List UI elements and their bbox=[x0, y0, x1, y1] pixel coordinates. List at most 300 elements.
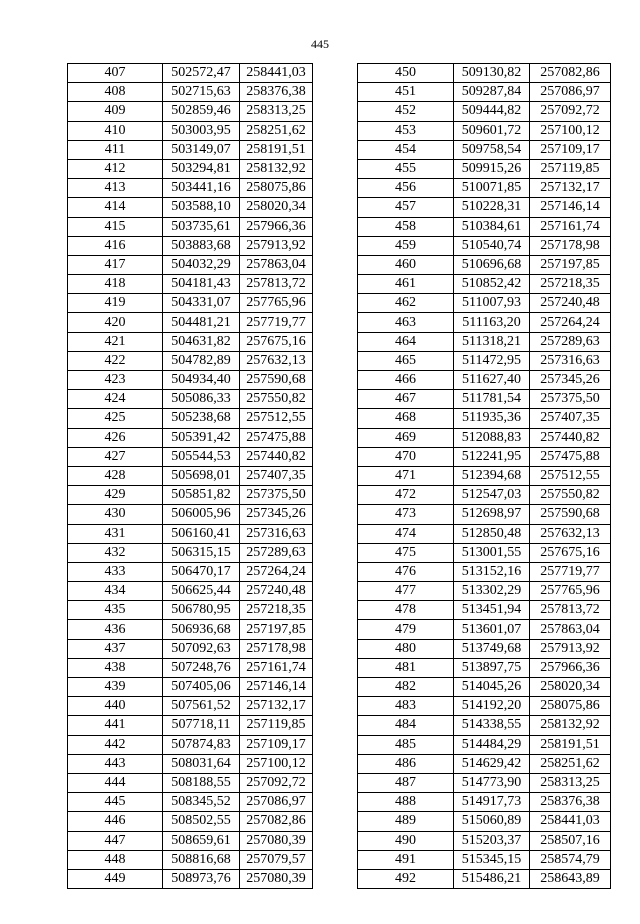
y-coordinate-cell: 257109,17 bbox=[530, 140, 611, 159]
y-coordinate-cell: 257375,50 bbox=[240, 486, 313, 505]
x-coordinate-cell: 506936,68 bbox=[163, 620, 240, 639]
table-row bbox=[358, 255, 611, 274]
x-coordinate-cell: 503294,81 bbox=[163, 159, 240, 178]
x-coordinate-cell: 509915,26 bbox=[454, 159, 530, 178]
point-number-cell: 456 bbox=[358, 179, 454, 198]
table-row bbox=[358, 562, 611, 581]
point-number-cell: 455 bbox=[358, 159, 454, 178]
table-row bbox=[358, 102, 611, 121]
y-coordinate-cell: 257178,98 bbox=[530, 236, 611, 255]
point-number-cell: 407 bbox=[68, 64, 163, 83]
point-number-cell: 492 bbox=[358, 869, 454, 888]
y-coordinate-cell: 257100,12 bbox=[530, 121, 611, 140]
x-coordinate-cell: 513451,94 bbox=[454, 601, 530, 620]
table-row bbox=[358, 620, 611, 639]
x-coordinate-cell: 508816,68 bbox=[163, 850, 240, 869]
y-coordinate-cell: 257289,63 bbox=[530, 332, 611, 351]
table-row bbox=[68, 812, 313, 831]
y-coordinate-cell: 258191,51 bbox=[240, 140, 313, 159]
table-row bbox=[68, 390, 313, 409]
y-coordinate-cell: 257197,85 bbox=[530, 255, 611, 274]
point-number-cell: 478 bbox=[358, 601, 454, 620]
y-coordinate-cell: 257440,82 bbox=[240, 447, 313, 466]
point-number-cell: 454 bbox=[358, 140, 454, 159]
point-number-cell: 436 bbox=[68, 620, 163, 639]
y-coordinate-cell: 257590,68 bbox=[530, 505, 611, 524]
point-number-cell: 411 bbox=[68, 140, 163, 159]
point-number-cell: 482 bbox=[358, 678, 454, 697]
y-coordinate-cell: 257264,24 bbox=[530, 313, 611, 332]
x-coordinate-cell: 506470,17 bbox=[163, 562, 240, 581]
table-row bbox=[68, 697, 313, 716]
table-row bbox=[68, 236, 313, 255]
x-coordinate-cell: 512394,68 bbox=[454, 466, 530, 485]
y-coordinate-cell: 257161,74 bbox=[530, 217, 611, 236]
point-number-cell: 424 bbox=[68, 390, 163, 409]
table-row bbox=[358, 447, 611, 466]
point-number-cell: 422 bbox=[68, 351, 163, 370]
point-number-cell: 438 bbox=[68, 658, 163, 677]
x-coordinate-cell: 511318,21 bbox=[454, 332, 530, 351]
y-coordinate-cell: 258075,86 bbox=[240, 179, 313, 198]
page-number: 445 bbox=[311, 37, 329, 51]
table-row bbox=[358, 236, 611, 255]
y-coordinate-cell: 257475,88 bbox=[530, 447, 611, 466]
table-row bbox=[68, 428, 313, 447]
x-coordinate-cell: 505851,82 bbox=[163, 486, 240, 505]
x-coordinate-cell: 508502,55 bbox=[163, 812, 240, 831]
y-coordinate-cell: 257966,36 bbox=[240, 217, 313, 236]
x-coordinate-cell: 510384,61 bbox=[454, 217, 530, 236]
point-number-cell: 445 bbox=[68, 793, 163, 812]
point-number-cell: 409 bbox=[68, 102, 163, 121]
x-coordinate-cell: 506005,96 bbox=[163, 505, 240, 524]
table-row bbox=[68, 831, 313, 850]
table-row bbox=[358, 812, 611, 831]
table-row bbox=[358, 294, 611, 313]
y-coordinate-cell: 257240,48 bbox=[530, 294, 611, 313]
y-coordinate-cell: 257345,26 bbox=[530, 371, 611, 390]
table-row bbox=[358, 217, 611, 236]
coordinates-table-body-right bbox=[358, 64, 611, 889]
point-number-cell: 463 bbox=[358, 313, 454, 332]
table-row bbox=[358, 850, 611, 869]
table-row bbox=[358, 332, 611, 351]
x-coordinate-cell: 505544,53 bbox=[163, 447, 240, 466]
y-coordinate-cell: 258507,16 bbox=[530, 831, 611, 850]
y-coordinate-cell: 258441,03 bbox=[530, 812, 611, 831]
x-coordinate-cell: 503003,95 bbox=[163, 121, 240, 140]
y-coordinate-cell: 257316,63 bbox=[530, 351, 611, 370]
table-row bbox=[358, 159, 611, 178]
y-coordinate-cell: 257913,92 bbox=[530, 639, 611, 658]
coordinates-table-left bbox=[67, 63, 313, 889]
y-coordinate-cell: 257132,17 bbox=[530, 179, 611, 198]
x-coordinate-cell: 507092,63 bbox=[163, 639, 240, 658]
table-row bbox=[68, 678, 313, 697]
x-coordinate-cell: 505698,01 bbox=[163, 466, 240, 485]
table-row bbox=[358, 754, 611, 773]
point-number-cell: 473 bbox=[358, 505, 454, 524]
x-coordinate-cell: 509130,82 bbox=[454, 64, 530, 83]
y-coordinate-cell: 257289,63 bbox=[240, 543, 313, 562]
y-coordinate-cell: 257632,13 bbox=[240, 351, 313, 370]
y-coordinate-cell: 257092,72 bbox=[240, 773, 313, 792]
x-coordinate-cell: 514917,73 bbox=[454, 793, 530, 812]
x-coordinate-cell: 511007,93 bbox=[454, 294, 530, 313]
table-row bbox=[358, 371, 611, 390]
x-coordinate-cell: 511472,95 bbox=[454, 351, 530, 370]
point-number-cell: 447 bbox=[68, 831, 163, 850]
x-coordinate-cell: 507874,83 bbox=[163, 735, 240, 754]
point-number-cell: 485 bbox=[358, 735, 454, 754]
table-row bbox=[68, 83, 313, 102]
x-coordinate-cell: 514773,90 bbox=[454, 773, 530, 792]
table-row bbox=[68, 524, 313, 543]
y-coordinate-cell: 257079,57 bbox=[240, 850, 313, 869]
x-coordinate-cell: 502572,47 bbox=[163, 64, 240, 83]
x-coordinate-cell: 512850,48 bbox=[454, 524, 530, 543]
y-coordinate-cell: 257178,98 bbox=[240, 639, 313, 658]
table-row bbox=[68, 773, 313, 792]
x-coordinate-cell: 513001,55 bbox=[454, 543, 530, 562]
x-coordinate-cell: 510071,85 bbox=[454, 179, 530, 198]
y-coordinate-cell: 258251,62 bbox=[240, 121, 313, 140]
y-coordinate-cell: 257080,39 bbox=[240, 869, 313, 888]
table-row bbox=[68, 505, 313, 524]
table-row bbox=[358, 179, 611, 198]
point-number-cell: 479 bbox=[358, 620, 454, 639]
point-number-cell: 434 bbox=[68, 582, 163, 601]
point-number-cell: 413 bbox=[68, 179, 163, 198]
point-number-cell: 489 bbox=[358, 812, 454, 831]
point-number-cell: 427 bbox=[68, 447, 163, 466]
point-number-cell: 461 bbox=[358, 275, 454, 294]
table-row bbox=[68, 735, 313, 754]
x-coordinate-cell: 511627,40 bbox=[454, 371, 530, 390]
table-row bbox=[358, 466, 611, 485]
x-coordinate-cell: 505238,68 bbox=[163, 409, 240, 428]
table-row bbox=[358, 639, 611, 658]
y-coordinate-cell: 257675,16 bbox=[240, 332, 313, 351]
x-coordinate-cell: 513302,29 bbox=[454, 582, 530, 601]
point-number-cell: 425 bbox=[68, 409, 163, 428]
y-coordinate-cell: 258132,92 bbox=[530, 716, 611, 735]
x-coordinate-cell: 503883,68 bbox=[163, 236, 240, 255]
y-coordinate-cell: 257161,74 bbox=[240, 658, 313, 677]
y-coordinate-cell: 257119,85 bbox=[240, 716, 313, 735]
y-coordinate-cell: 257345,26 bbox=[240, 505, 313, 524]
point-number-cell: 450 bbox=[358, 64, 454, 83]
y-coordinate-cell: 258574,79 bbox=[530, 850, 611, 869]
table-row bbox=[358, 83, 611, 102]
x-coordinate-cell: 508188,55 bbox=[163, 773, 240, 792]
table-row bbox=[68, 754, 313, 773]
y-coordinate-cell: 257475,88 bbox=[240, 428, 313, 447]
point-number-cell: 443 bbox=[68, 754, 163, 773]
y-coordinate-cell: 257100,12 bbox=[240, 754, 313, 773]
table-row bbox=[358, 313, 611, 332]
table-row bbox=[358, 735, 611, 754]
x-coordinate-cell: 507718,11 bbox=[163, 716, 240, 735]
y-coordinate-cell: 257913,92 bbox=[240, 236, 313, 255]
x-coordinate-cell: 505391,42 bbox=[163, 428, 240, 447]
y-coordinate-cell: 257719,77 bbox=[530, 562, 611, 581]
point-number-cell: 470 bbox=[358, 447, 454, 466]
table-row bbox=[68, 793, 313, 812]
point-number-cell: 474 bbox=[358, 524, 454, 543]
point-number-cell: 481 bbox=[358, 658, 454, 677]
point-number-cell: 475 bbox=[358, 543, 454, 562]
x-coordinate-cell: 515345,15 bbox=[454, 850, 530, 869]
y-coordinate-cell: 257512,55 bbox=[240, 409, 313, 428]
table-row bbox=[68, 409, 313, 428]
y-coordinate-cell: 258313,25 bbox=[240, 102, 313, 121]
point-number-cell: 410 bbox=[68, 121, 163, 140]
y-coordinate-cell: 258191,51 bbox=[530, 735, 611, 754]
table-row bbox=[358, 773, 611, 792]
y-coordinate-cell: 257146,14 bbox=[240, 678, 313, 697]
table-row bbox=[68, 543, 313, 562]
point-number-cell: 419 bbox=[68, 294, 163, 313]
y-coordinate-cell: 258020,34 bbox=[530, 678, 611, 697]
point-number-cell: 435 bbox=[68, 601, 163, 620]
table-row bbox=[68, 562, 313, 581]
y-coordinate-cell: 257146,14 bbox=[530, 198, 611, 217]
x-coordinate-cell: 504181,43 bbox=[163, 275, 240, 294]
y-coordinate-cell: 257086,97 bbox=[240, 793, 313, 812]
x-coordinate-cell: 511781,54 bbox=[454, 390, 530, 409]
point-number-cell: 444 bbox=[68, 773, 163, 792]
table-row bbox=[358, 678, 611, 697]
point-number-cell: 490 bbox=[358, 831, 454, 850]
y-coordinate-cell: 258313,25 bbox=[530, 773, 611, 792]
point-number-cell: 448 bbox=[68, 850, 163, 869]
y-coordinate-cell: 257218,35 bbox=[530, 275, 611, 294]
point-number-cell: 464 bbox=[358, 332, 454, 351]
x-coordinate-cell: 514484,29 bbox=[454, 735, 530, 754]
y-coordinate-cell: 257765,96 bbox=[240, 294, 313, 313]
y-coordinate-cell: 257092,72 bbox=[530, 102, 611, 121]
y-coordinate-cell: 257440,82 bbox=[530, 428, 611, 447]
x-coordinate-cell: 512241,95 bbox=[454, 447, 530, 466]
x-coordinate-cell: 515486,21 bbox=[454, 869, 530, 888]
point-number-cell: 449 bbox=[68, 869, 163, 888]
x-coordinate-cell: 514045,26 bbox=[454, 678, 530, 697]
table-row bbox=[358, 121, 611, 140]
x-coordinate-cell: 511935,36 bbox=[454, 409, 530, 428]
point-number-cell: 432 bbox=[68, 543, 163, 562]
y-coordinate-cell: 257966,36 bbox=[530, 658, 611, 677]
table-row bbox=[68, 371, 313, 390]
y-coordinate-cell: 257765,96 bbox=[530, 582, 611, 601]
table-row bbox=[68, 275, 313, 294]
x-coordinate-cell: 512698,97 bbox=[454, 505, 530, 524]
table-row bbox=[68, 658, 313, 677]
point-number-cell: 459 bbox=[358, 236, 454, 255]
x-coordinate-cell: 512547,03 bbox=[454, 486, 530, 505]
y-coordinate-cell: 257512,55 bbox=[530, 466, 611, 485]
y-coordinate-cell: 258020,34 bbox=[240, 198, 313, 217]
x-coordinate-cell: 503735,61 bbox=[163, 217, 240, 236]
table-row bbox=[68, 140, 313, 159]
x-coordinate-cell: 503588,10 bbox=[163, 198, 240, 217]
table-row bbox=[68, 217, 313, 236]
x-coordinate-cell: 515203,37 bbox=[454, 831, 530, 850]
table-row bbox=[358, 869, 611, 888]
y-coordinate-cell: 257550,82 bbox=[240, 390, 313, 409]
point-number-cell: 477 bbox=[358, 582, 454, 601]
y-coordinate-cell: 257082,86 bbox=[530, 64, 611, 83]
point-number-cell: 472 bbox=[358, 486, 454, 505]
table-row bbox=[358, 198, 611, 217]
x-coordinate-cell: 514338,55 bbox=[454, 716, 530, 735]
table-row bbox=[358, 697, 611, 716]
y-coordinate-cell: 257863,04 bbox=[530, 620, 611, 639]
table-row bbox=[68, 639, 313, 658]
table-row bbox=[68, 850, 313, 869]
x-coordinate-cell: 514629,42 bbox=[454, 754, 530, 773]
x-coordinate-cell: 507405,06 bbox=[163, 678, 240, 697]
table-row bbox=[68, 102, 313, 121]
point-number-cell: 486 bbox=[358, 754, 454, 773]
y-coordinate-cell: 258251,62 bbox=[530, 754, 611, 773]
table-row bbox=[68, 64, 313, 83]
point-number-cell: 430 bbox=[68, 505, 163, 524]
point-number-cell: 431 bbox=[68, 524, 163, 543]
table-row bbox=[358, 486, 611, 505]
table-row bbox=[68, 294, 313, 313]
point-number-cell: 418 bbox=[68, 275, 163, 294]
y-coordinate-cell: 257218,35 bbox=[240, 601, 313, 620]
x-coordinate-cell: 506780,95 bbox=[163, 601, 240, 620]
y-coordinate-cell: 258441,03 bbox=[240, 64, 313, 83]
y-coordinate-cell: 258376,38 bbox=[530, 793, 611, 812]
table-row bbox=[358, 793, 611, 812]
x-coordinate-cell: 504782,89 bbox=[163, 351, 240, 370]
point-number-cell: 467 bbox=[358, 390, 454, 409]
x-coordinate-cell: 502859,46 bbox=[163, 102, 240, 121]
point-number-cell: 426 bbox=[68, 428, 163, 447]
x-coordinate-cell: 506315,15 bbox=[163, 543, 240, 562]
y-coordinate-cell: 257264,24 bbox=[240, 562, 313, 581]
y-coordinate-cell: 258376,38 bbox=[240, 83, 313, 102]
x-coordinate-cell: 502715,63 bbox=[163, 83, 240, 102]
x-coordinate-cell: 504331,07 bbox=[163, 294, 240, 313]
point-number-cell: 446 bbox=[68, 812, 163, 831]
y-coordinate-cell: 257086,97 bbox=[530, 83, 611, 102]
x-coordinate-cell: 510696,68 bbox=[454, 255, 530, 274]
y-coordinate-cell: 257863,04 bbox=[240, 255, 313, 274]
point-number-cell: 488 bbox=[358, 793, 454, 812]
table-row bbox=[68, 332, 313, 351]
point-number-cell: 458 bbox=[358, 217, 454, 236]
point-number-cell: 462 bbox=[358, 294, 454, 313]
table-row bbox=[358, 64, 611, 83]
point-number-cell: 491 bbox=[358, 850, 454, 869]
point-number-cell: 476 bbox=[358, 562, 454, 581]
x-coordinate-cell: 503441,16 bbox=[163, 179, 240, 198]
table-row bbox=[358, 140, 611, 159]
table-row bbox=[68, 601, 313, 620]
y-coordinate-cell: 257550,82 bbox=[530, 486, 611, 505]
table-row bbox=[358, 831, 611, 850]
coordinates-table-body-left bbox=[68, 64, 313, 889]
x-coordinate-cell: 509287,84 bbox=[454, 83, 530, 102]
y-coordinate-cell: 258643,89 bbox=[530, 869, 611, 888]
x-coordinate-cell: 515060,89 bbox=[454, 812, 530, 831]
point-number-cell: 423 bbox=[68, 371, 163, 390]
y-coordinate-cell: 257813,72 bbox=[530, 601, 611, 620]
x-coordinate-cell: 504934,40 bbox=[163, 371, 240, 390]
table-row bbox=[68, 255, 313, 274]
point-number-cell: 465 bbox=[358, 351, 454, 370]
x-coordinate-cell: 509758,54 bbox=[454, 140, 530, 159]
point-number-cell: 412 bbox=[68, 159, 163, 178]
table-row bbox=[68, 582, 313, 601]
point-number-cell: 480 bbox=[358, 639, 454, 658]
x-coordinate-cell: 508031,64 bbox=[163, 754, 240, 773]
x-coordinate-cell: 509444,82 bbox=[454, 102, 530, 121]
y-coordinate-cell: 258132,92 bbox=[240, 159, 313, 178]
y-coordinate-cell: 257813,72 bbox=[240, 275, 313, 294]
x-coordinate-cell: 510540,74 bbox=[454, 236, 530, 255]
point-number-cell: 421 bbox=[68, 332, 163, 351]
table-row bbox=[358, 601, 611, 620]
table-row bbox=[68, 179, 313, 198]
table-row bbox=[68, 486, 313, 505]
x-coordinate-cell: 510852,42 bbox=[454, 275, 530, 294]
y-coordinate-cell: 257197,85 bbox=[240, 620, 313, 639]
point-number-cell: 408 bbox=[68, 83, 163, 102]
y-coordinate-cell: 257632,13 bbox=[530, 524, 611, 543]
table-row bbox=[68, 198, 313, 217]
y-coordinate-cell: 257675,16 bbox=[530, 543, 611, 562]
x-coordinate-cell: 508345,52 bbox=[163, 793, 240, 812]
y-coordinate-cell: 257719,77 bbox=[240, 313, 313, 332]
table-row bbox=[358, 505, 611, 524]
table-row bbox=[358, 658, 611, 677]
x-coordinate-cell: 503149,07 bbox=[163, 140, 240, 159]
y-coordinate-cell: 257407,35 bbox=[530, 409, 611, 428]
point-number-cell: 440 bbox=[68, 697, 163, 716]
x-coordinate-cell: 513749,68 bbox=[454, 639, 530, 658]
x-coordinate-cell: 510228,31 bbox=[454, 198, 530, 217]
x-coordinate-cell: 512088,83 bbox=[454, 428, 530, 447]
x-coordinate-cell: 508659,61 bbox=[163, 831, 240, 850]
point-number-cell: 487 bbox=[358, 773, 454, 792]
table-row bbox=[358, 543, 611, 562]
y-coordinate-cell: 257375,50 bbox=[530, 390, 611, 409]
y-coordinate-cell: 257109,17 bbox=[240, 735, 313, 754]
point-number-cell: 442 bbox=[68, 735, 163, 754]
point-number-cell: 417 bbox=[68, 255, 163, 274]
y-coordinate-cell: 257316,63 bbox=[240, 524, 313, 543]
point-number-cell: 469 bbox=[358, 428, 454, 447]
x-coordinate-cell: 507248,76 bbox=[163, 658, 240, 677]
point-number-cell: 439 bbox=[68, 678, 163, 697]
point-number-cell: 433 bbox=[68, 562, 163, 581]
point-number-cell: 471 bbox=[358, 466, 454, 485]
point-number-cell: 484 bbox=[358, 716, 454, 735]
table-row bbox=[358, 390, 611, 409]
x-coordinate-cell: 504631,82 bbox=[163, 332, 240, 351]
y-coordinate-cell: 257240,48 bbox=[240, 582, 313, 601]
point-number-cell: 414 bbox=[68, 198, 163, 217]
point-number-cell: 429 bbox=[68, 486, 163, 505]
table-row bbox=[68, 313, 313, 332]
y-coordinate-cell: 257132,17 bbox=[240, 697, 313, 716]
